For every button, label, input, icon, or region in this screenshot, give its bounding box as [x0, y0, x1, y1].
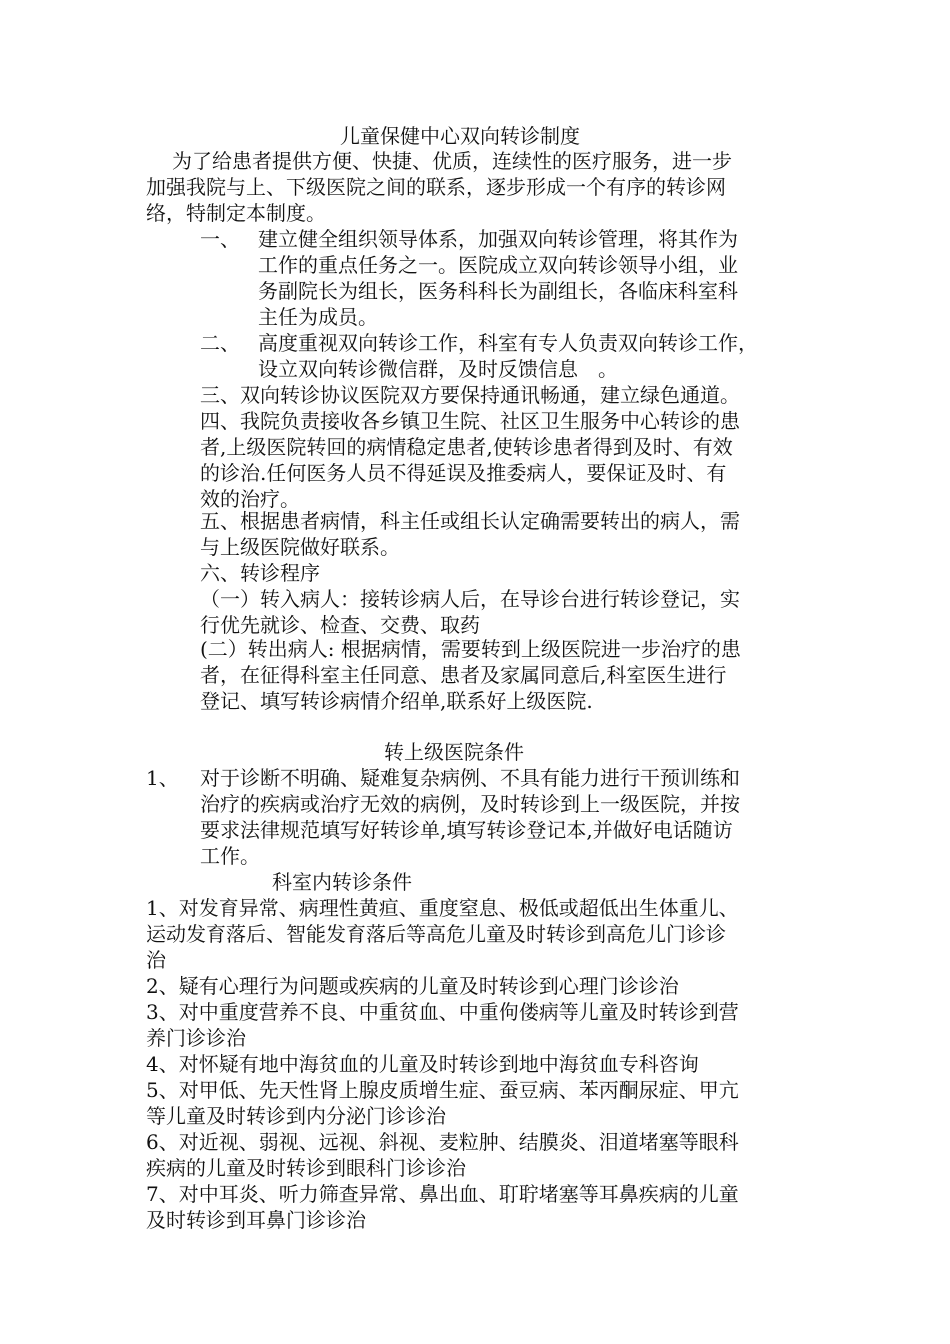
item-line: (二）转出病人: 根据病情，需要转到上级医院进一步治疗的患	[200, 637, 741, 661]
item-line: 1、对发育异常、病理性黄疸、重度窒息、极低或超低出生体重儿、	[146, 896, 739, 920]
intro-line: 为了给患者提供方便、快捷、优质，连续性的医疗服务，进一步	[172, 149, 732, 173]
item-6: 六、转诊程序	[200, 561, 320, 585]
item-line: 高度重视双向转诊工作，科室有专人负责双向转诊工作，	[258, 331, 758, 355]
item-number: 一、	[200, 227, 240, 251]
item-line: 及时转诊到耳鼻门诊诊治	[146, 1208, 366, 1232]
item-line: 工作的重点任务之一。医院成立双向转诊领导小组，业	[258, 253, 738, 277]
item-line: 5、对甲低、先天性肾上腺皮质增生症、蚕豆病、苯丙酮尿症、甲亢	[146, 1078, 739, 1102]
item-line: 6、对近视、弱视、远视、斜视、麦粒肿、结膜炎、泪道堵塞等眼科	[146, 1130, 739, 1154]
item-line: 者，在征得科室主任同意、患者及家属同意后,科室医生进行	[200, 663, 727, 687]
intro-line: 络，特制定本制度。	[146, 201, 326, 225]
item-line: 要求法律规范填写好转诊单,填写转诊登记本,并做好电话随访	[200, 818, 733, 842]
section-heading: 转上级医院条件	[384, 740, 524, 764]
item-line: 建立健全组织领导体系，加强双向转诊管理，将其作为	[258, 227, 738, 251]
item-line: 行优先就诊、检查、交费、取药	[200, 613, 480, 637]
item-line: 五、根据患者病情，科主任或组长认定确需要转出的病人，需	[200, 509, 740, 533]
item-line: 3、对中重度营养不良、中重贫血、中重佝偻病等儿童及时转诊到营	[146, 1000, 739, 1024]
item-line: 治	[146, 948, 166, 972]
section-heading: 科室内转诊条件	[272, 870, 412, 894]
item-line: （一）转入病人：接转诊病人后，在导诊台进行转诊登记，实	[200, 587, 740, 611]
item-line: 务副院长为组长，医务科科长为副组长，各临床科室科	[258, 279, 738, 303]
item-line: 对于诊断不明确、疑难复杂病例、不具有能力进行干预训练和	[200, 766, 740, 790]
item-line: 者,上级医院转回的病情稳定患者,使转诊患者得到及时、有效	[200, 435, 733, 459]
item-line: 四、我院负责接收各乡镇卫生院、社区卫生服务中心转诊的患	[200, 409, 740, 433]
item-line: 运动发育落后、智能发育落后等高危儿童及时转诊到高危儿门诊诊	[146, 922, 726, 946]
item-line: 设立双向转诊微信群，及时反馈信息 。	[258, 357, 618, 381]
item-number: 1、	[146, 766, 179, 790]
item-number: 二、	[200, 331, 240, 355]
item-line: 与上级医院做好联系。	[200, 535, 400, 559]
item-3: 三、双向转诊协议医院双方要保持通讯畅通，建立绿色通道。	[200, 383, 740, 407]
item-line: 的诊治.任何医务人员不得延误及推委病人，要保证及时、有	[200, 461, 727, 485]
item-line: 疾病的儿童及时转诊到眼科门诊诊治	[146, 1156, 466, 1180]
item-line: 治疗的疾病或治疗无效的病例，及时转诊到上一级医院，并按	[200, 792, 740, 816]
item-line: 效的治疗。	[200, 487, 300, 511]
item-line: 7、对中耳炎、听力筛查异常、鼻出血、耵聍堵塞等耳鼻疾病的儿童	[146, 1182, 739, 1206]
intro-line: 加强我院与上、下级医院之间的联系，逐步形成一个有序的转诊网	[146, 175, 726, 199]
page-title: 儿童保健中心双向转诊制度	[340, 124, 580, 148]
item-line: 工作。	[200, 844, 260, 868]
item-line: 登记、填写转诊病情介绍单,联系好上级医院.	[200, 689, 593, 713]
item-line: 主任为成员。	[258, 305, 378, 329]
item-line: 养门诊诊治	[146, 1026, 246, 1050]
item-line: 4、对怀疑有地中海贫血的儿童及时转诊到地中海贫血专科咨询	[146, 1052, 699, 1076]
item-line: 等儿童及时转诊到内分泌门诊诊治	[146, 1104, 446, 1128]
item-line: 2、疑有心理行为问题或疾病的儿童及时转诊到心理门诊诊治	[146, 974, 679, 998]
